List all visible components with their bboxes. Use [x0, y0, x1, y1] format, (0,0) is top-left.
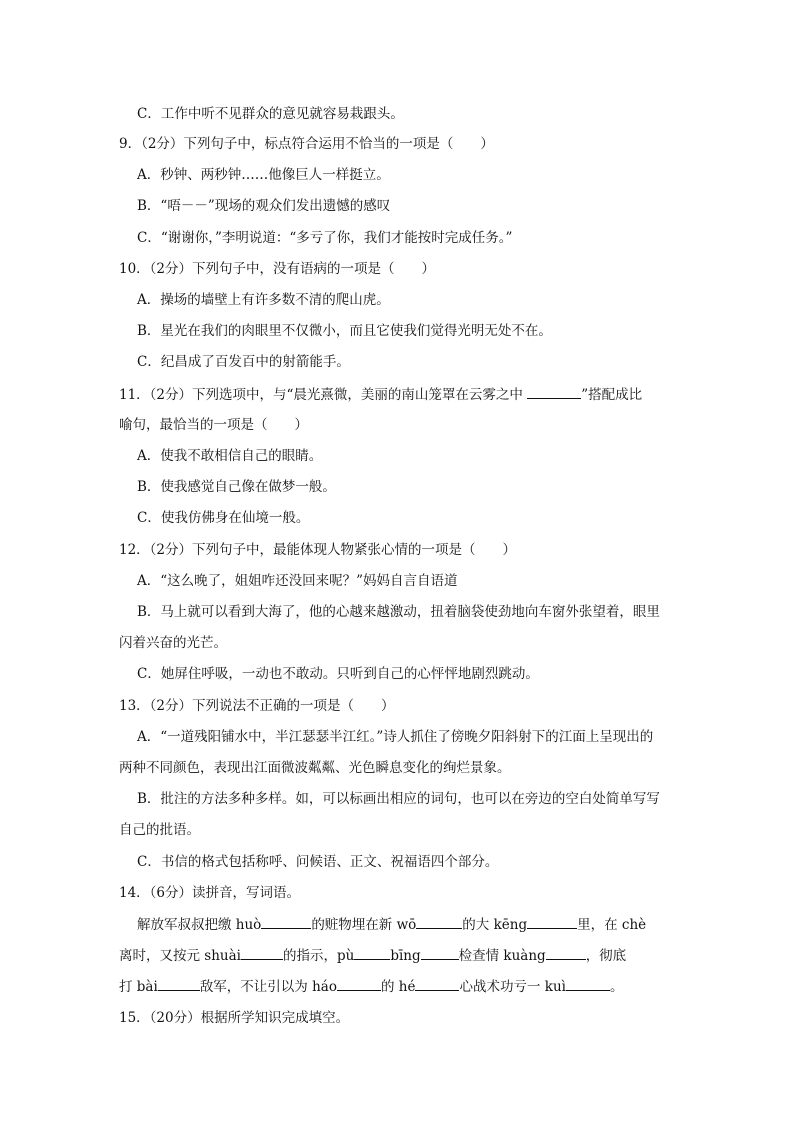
- q13-option-c: C．书信的格式包括称呼、问候语、正文、祝福语四个部分。: [137, 854, 499, 870]
- q11-stem-text: 11．（2分）下列选项中，与“晨光熹微，美丽的南山笼罩在云雾之中: [119, 387, 528, 403]
- pinyin-prompt: 的赃物埋在新 wō: [311, 917, 417, 933]
- q12-option-b: B．马上就可以看到大海了，他的心越来越激动，扭着脑袋使劲地向车窗外张望着，眼里: [137, 604, 660, 620]
- q11-option-a: A．使我不敢相信自己的眼睛。: [137, 448, 323, 464]
- q10-option-a: A．操场的墙壁上有许多数不清的爬山虎。: [137, 292, 390, 308]
- q12-option-a: A．“这么晚了，姐姐咋还没回来呢？”妈妈自言自语道: [137, 573, 458, 589]
- q14-line-1: [137, 914, 646, 935]
- pinyin-prompt: 离时，又按元 shuài: [119, 948, 241, 964]
- q13-option-a-continued: 两种不同颜色，表现出江面微波粼粼、光色瞬息变化的绚烂景象。: [119, 760, 511, 776]
- pinyin-prompt: 打 bài: [119, 979, 158, 995]
- answer-blank[interactable]: [354, 945, 390, 960]
- q11-option-c: C．使我仿佛身在仙境一般。: [137, 510, 310, 526]
- pinyin-prompt: ，彻底: [585, 948, 627, 964]
- q12-option-c: C．她屏住呼吸，一动也不敢动。只听到自己的心怦怦地剧烈跳动。: [137, 666, 539, 682]
- pinyin-prompt: 里，在 chè: [577, 917, 647, 933]
- q8-option-c: C．工作中听不见群众的意见就容易栽跟头。: [137, 106, 404, 122]
- q13-option-b-continued: 自己的批语。: [119, 822, 200, 838]
- answer-blank[interactable]: [546, 945, 586, 960]
- answer-blank[interactable]: [241, 945, 283, 960]
- pinyin-prompt: 的大 kēng: [462, 917, 528, 933]
- q14-stem: 14．（6分）读拼音，写词语。: [119, 885, 301, 901]
- pinyin-prompt: 心战术功亏一 kuì: [459, 979, 566, 995]
- answer-blank[interactable]: [337, 976, 381, 991]
- pinyin-prompt: 解放军叔叔把缴 huò: [137, 917, 262, 933]
- q10-stem: 10．（2分）下列句子中，没有语病的一项是（ ）: [119, 261, 436, 277]
- q12-stem: 12．（2分）下列句子中，最能体现人物紧张心情的一项是（ ）: [119, 542, 517, 558]
- pinyin-prompt: 的 hé: [380, 979, 416, 995]
- q15-stem: 15．（20分）根据所学知识完成填空。: [119, 1010, 350, 1026]
- q9-option-a: A．秒钟、两秒钟……他像巨人一样挺立。: [137, 167, 390, 183]
- answer-blank[interactable]: [416, 914, 462, 929]
- q14-line-3: [119, 976, 623, 997]
- q9-option-c: C．“谢谢你，”李明说道：“多亏了你，我们才能按时完成任务。”: [137, 230, 513, 246]
- answer-blank[interactable]: [527, 384, 581, 399]
- answer-blank[interactable]: [527, 914, 577, 929]
- q10-option-c: C．纪昌成了百发百中的射箭能手。: [137, 354, 350, 370]
- answer-blank[interactable]: [421, 945, 459, 960]
- answer-blank[interactable]: [261, 914, 311, 929]
- q11-stem-text-end: ”搭配成比: [581, 387, 643, 403]
- q13-option-a: A．“一道残阳铺水中，半江瑟瑟半江红。”诗人抓住了傍晚夕阳斜射下的江面上呈现出的: [137, 729, 654, 745]
- answer-blank[interactable]: [415, 976, 459, 991]
- q9-stem: 9．（2分）下列句子中，标点符合运用不恰当的一项是（ ）: [119, 136, 494, 152]
- q11-option-b: B．使我感觉自己像在做梦一般。: [137, 479, 336, 495]
- answer-blank[interactable]: [566, 976, 610, 991]
- q14-line-2: [119, 945, 626, 966]
- q13-stem: 13．（2分）下列说法不正确的一项是（ ）: [119, 698, 395, 714]
- answer-blank[interactable]: [158, 976, 200, 991]
- q11-stem: [119, 384, 642, 405]
- q9-option-b: B．“唔－－”现场的观众们发出遗憾的感叹: [137, 198, 391, 214]
- pinyin-prompt: bīng: [390, 948, 421, 964]
- q11-stem-continued: 喻句，最恰当的一项是（ ）: [119, 417, 308, 433]
- pinyin-prompt: 检查情 kuàng: [458, 948, 546, 964]
- pinyin-prompt: 敌军，不让引以为 háo: [199, 979, 337, 995]
- pinyin-prompt: 的指示，pù: [282, 948, 355, 964]
- q13-option-b: B．批注的方法多种多样。如，可以标画出相应的词句，也可以在旁边的空白处简单写写: [137, 791, 660, 807]
- q10-option-b: B．星光在我们的肉眼里不仅微小，而且它使我们觉得光明无处不在。: [137, 323, 552, 339]
- q12-option-b-continued: 闪着兴奋的光芒。: [119, 635, 227, 651]
- pinyin-prompt: 。: [609, 979, 624, 995]
